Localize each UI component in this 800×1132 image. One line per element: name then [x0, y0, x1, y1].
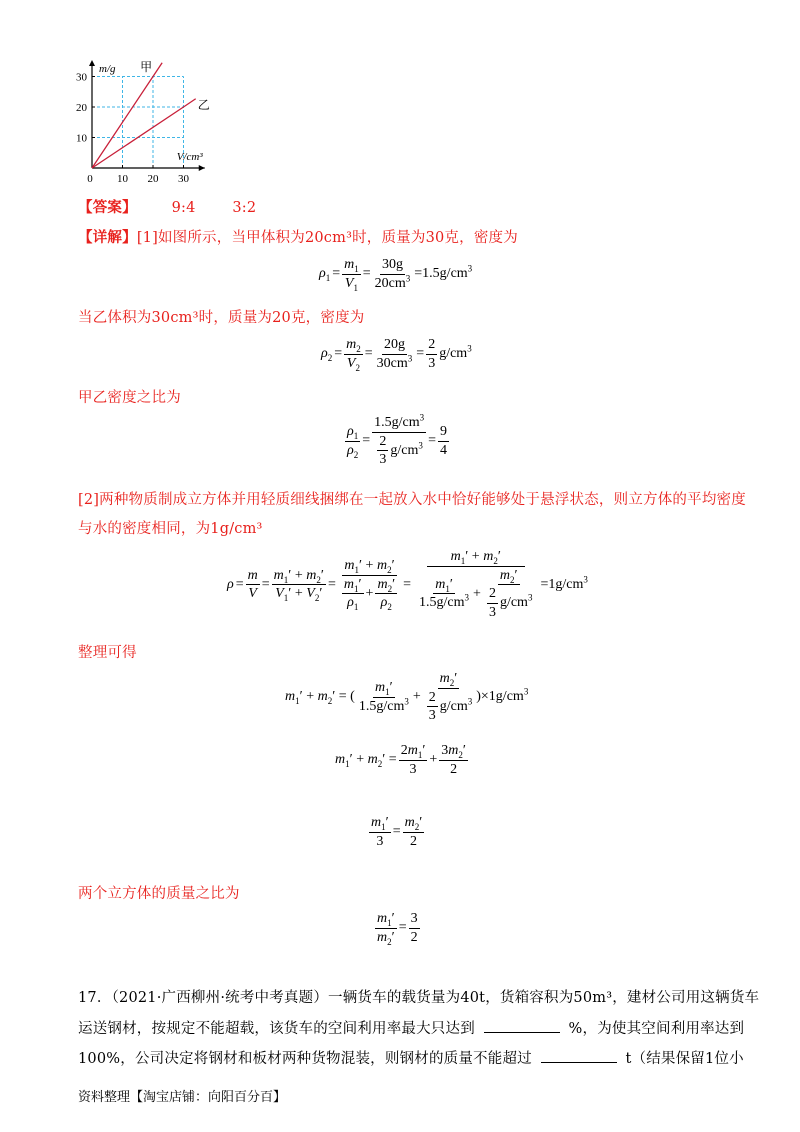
- series-label-a: 甲: [140, 59, 153, 74]
- question-17-text-2b: %，为使其空间利用率达到: [568, 1021, 745, 1037]
- x-tick-label: 20: [147, 173, 159, 185]
- detail-paragraph-6: 两个立方体的质量之比为: [78, 886, 240, 902]
- formula-mass-ratio: $\frac{m_1'}{m_2'}$ = $\frac{3}{2}$: [377, 911, 418, 947]
- y-tick-label: 20: [76, 102, 87, 114]
- formula-density-b: $\rho_2$ = $\frac{m_2}{V_2}$ = $\frac{20g}{30cm^3}$ = $\frac{2}{3}$ $g/cm^3$: [321, 337, 472, 373]
- question-17-line-2: [78, 1017, 744, 1038]
- formula-average-density: ρ = $\frac{m}{V}$ = $\frac{m_1' + m_2'}{V_1' + V_2'}$ = $m_1' + m_2'$ $\frac{m_1'}{\rho_1}$ + $\frac{m_2'}{\rho_2}$ = $m_1' + m_2'$ $\frac{m_1'}{1.5g/cm^3}$ + $m_2'$ $\frac{2}{3}$ $g/cm^3$ $=1g/cm^3$: [227, 549, 588, 620]
- answer-label: 【答案】: [78, 199, 137, 216]
- mass-volume-graph: [68, 58, 248, 186]
- page-footer: 资料整理【淘宝店铺：向阳百分百】: [78, 1090, 287, 1105]
- question-17-text-3a: 100%，公司决定将钢材和板材两种货物混装，则钢材的质量不能超过: [78, 1051, 532, 1067]
- formula-rearranged-2: $m_1' + m_2'$ = $\frac{2m_1'}{3}$ + $\frac{3m_2'}{2}$: [335, 743, 466, 777]
- answer-value-1: 9:4: [171, 200, 196, 216]
- answer-line: [78, 196, 256, 217]
- question-17-line-3: [78, 1047, 744, 1068]
- y-tick-label: 30: [76, 71, 87, 84]
- y-tick-label: 10: [76, 132, 87, 145]
- x-axis-label: V/cm³: [176, 151, 203, 163]
- x-axis-arrow: [199, 165, 205, 171]
- detail-paragraph-4-line-2: 与水的密度相同，为1g/cm³: [78, 521, 263, 537]
- origin-label: 0: [87, 173, 93, 185]
- x-tick-label: 10: [117, 173, 128, 185]
- x-tick-label: 30: [178, 173, 189, 185]
- detail-paragraph-3: 甲乙密度之比为: [78, 390, 181, 406]
- formula-density-ratio: $\frac{\rho_1}{\rho_2}$ = $1.5g/cm^3$ $\frac{2}{3}$ $g/cm^3$ = $\frac{9}{4}$: [347, 412, 448, 467]
- detail-paragraph-4-line-1: [2]两种物质制成立方体并用轻质细线捆绑在一起放入水中恰好能够处于悬浮状态，则立方体的平均密度: [78, 492, 746, 508]
- question-17-text-3b: t（结果保留1位小: [625, 1051, 744, 1067]
- answer-blank-2[interactable]: [541, 1062, 617, 1063]
- y-axis-arrow: [89, 60, 95, 66]
- detail-paragraph-1: [78, 226, 518, 247]
- question-17-text-1: （2021·广西柳州·统考中考真题）一辆货车的载货量为40t，货箱容积为50m³，建材公司用这辆货车: [111, 990, 760, 1006]
- detail-label: 【详解】: [78, 229, 137, 246]
- y-axis-label: m/g: [99, 63, 116, 75]
- question-17-text-2a: 运送钢材，按规定不能超载，该货车的空间利用率最大只达到: [78, 1021, 475, 1037]
- answer-value-2: 3:2: [232, 200, 257, 216]
- answer-blank-1[interactable]: [484, 1032, 560, 1033]
- series-label-b: 乙: [197, 97, 210, 112]
- formula-density-a: $\rho_1$ = $\frac{m_1}{V_1}$ = $\frac{30g}{20cm^3}$ $=1.5g/cm^3$: [319, 257, 473, 293]
- detail-text-1: [1]如图所示，当甲体积为20cm³时，质量为30克，密度为: [136, 230, 518, 246]
- formula-rearranged-3: $\frac{m_1'}{3}$ = $\frac{m_2'}{2}$: [371, 815, 423, 849]
- question-number: 17．: [78, 990, 112, 1006]
- series-line-a: [92, 63, 162, 168]
- detail-paragraph-5: 整理可得: [78, 645, 137, 661]
- formula-rearranged-1: $m_1' + m_2'$ = ( $\frac{m_1'}{1.5g/cm^3}$ + $m_2'$ $\frac{2}{3}$ $g/cm^3$ )$\times 1g/cm^3$: [285, 671, 529, 723]
- question-17-line-1: [78, 986, 759, 1007]
- detail-paragraph-2: 当乙体积为30cm³时，质量为20克，密度为: [78, 310, 365, 326]
